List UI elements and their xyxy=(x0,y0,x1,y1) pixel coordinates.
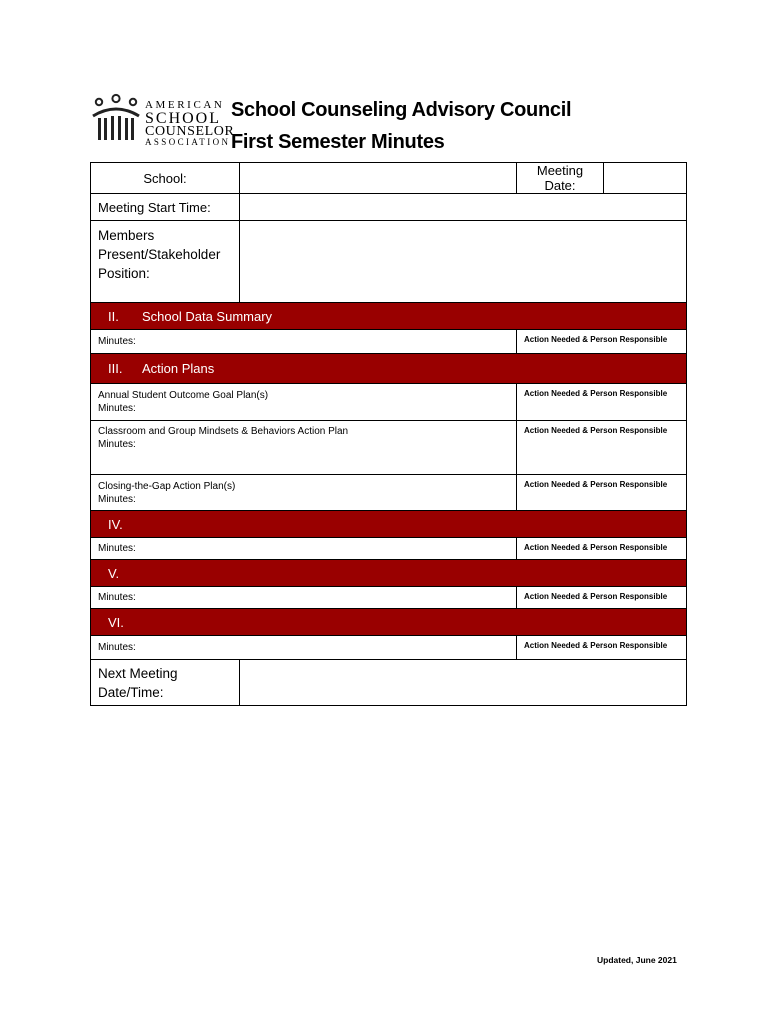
minutes-field[interactable]: Minutes: xyxy=(91,330,517,354)
logo-line-3: COUNSELOR xyxy=(145,124,235,139)
members-row xyxy=(91,221,687,303)
logo-line-4: ASSOCIATION xyxy=(145,137,231,147)
members-field[interactable] xyxy=(240,221,687,303)
action-field[interactable]: Action Needed & Person Responsible xyxy=(517,636,687,660)
section-header xyxy=(91,303,687,330)
page-title xyxy=(231,94,571,158)
school-field[interactable] xyxy=(240,163,517,194)
action-plan-row xyxy=(91,475,687,511)
minutes-field[interactable] xyxy=(91,475,517,511)
plan-name: Classroom and Group Mindsets & Behaviors Action Plan xyxy=(98,426,349,437)
start-time-field[interactable] xyxy=(240,194,687,221)
plan-name: Annual Student Outcome Goal Plan(s) xyxy=(98,390,269,401)
start-time-row xyxy=(91,194,687,221)
meeting-date-field[interactable] xyxy=(604,163,687,194)
section-iv-minutes-row xyxy=(91,538,687,560)
action-field[interactable]: Action Needed & Person Responsible xyxy=(517,330,687,354)
minutes-label: Minutes: xyxy=(98,403,136,414)
section-action-plans xyxy=(91,354,687,384)
action-plan-row xyxy=(91,384,687,421)
minutes-field[interactable]: Minutes: xyxy=(91,587,517,609)
section-v-minutes-row xyxy=(91,587,687,609)
minutes-label: Minutes: xyxy=(98,493,136,505)
logo-wordmark xyxy=(145,99,235,147)
minutes-field[interactable] xyxy=(91,384,517,421)
next-meeting-field[interactable] xyxy=(240,660,687,706)
header xyxy=(91,92,691,152)
section-title: School Data Summary xyxy=(142,308,273,324)
section-vi xyxy=(91,609,687,636)
section-iv xyxy=(91,511,687,538)
next-meeting-label: Next Meeting Date/Time: xyxy=(91,660,240,706)
action-field[interactable]: Action Needed & Person Responsible xyxy=(517,421,687,475)
action-field[interactable]: Action Needed & Person Responsible xyxy=(517,475,687,511)
section-header xyxy=(91,511,687,538)
school-label: School: xyxy=(91,163,240,194)
minutes-field[interactable]: Minutes: xyxy=(91,636,517,660)
action-field[interactable]: Action Needed & Person Responsible xyxy=(517,587,687,609)
footer-updated: Updated, June 2021 xyxy=(597,955,677,965)
data-summary-minutes-row xyxy=(91,330,687,354)
start-time-label: Meeting Start Time: xyxy=(91,194,240,221)
minutes-form xyxy=(90,162,687,706)
section-header xyxy=(91,609,687,636)
title-line-1: School Counseling Advisory Council xyxy=(231,99,572,121)
action-field[interactable]: Action Needed & Person Responsible xyxy=(517,538,687,560)
asca-figures-icon xyxy=(91,94,141,142)
section-number: II. xyxy=(108,308,119,324)
plan-name: Closing-the-Gap Action Plan(s) xyxy=(98,480,236,492)
meeting-date-label: Meeting Date: xyxy=(517,163,604,194)
section-number: IV. xyxy=(108,516,123,532)
minutes-field[interactable] xyxy=(91,421,517,475)
title-line-2: First Semester Minutes xyxy=(231,131,445,153)
section-number: VI. xyxy=(108,614,124,630)
minutes-field[interactable]: Minutes: xyxy=(91,538,517,560)
section-data-summary xyxy=(91,303,687,330)
asca-logo xyxy=(91,92,235,147)
section-header xyxy=(91,354,687,384)
logo-line-1: AMERICAN xyxy=(145,99,225,111)
minutes-label: Minutes: xyxy=(98,439,136,450)
next-meeting-row xyxy=(91,660,687,706)
action-field[interactable]: Action Needed & Person Responsible xyxy=(517,384,687,421)
action-plan-row xyxy=(91,421,687,475)
section-vi-minutes-row xyxy=(91,636,687,660)
members-label: Members Present/Stakeholder Position: xyxy=(91,221,240,303)
section-v xyxy=(91,560,687,587)
logo-line-2: SCHOOL xyxy=(145,110,222,127)
section-number: III. xyxy=(108,361,123,376)
section-header xyxy=(91,560,687,587)
school-row xyxy=(91,163,687,194)
section-number: V. xyxy=(108,565,120,581)
section-title: Action Plans xyxy=(142,361,215,376)
